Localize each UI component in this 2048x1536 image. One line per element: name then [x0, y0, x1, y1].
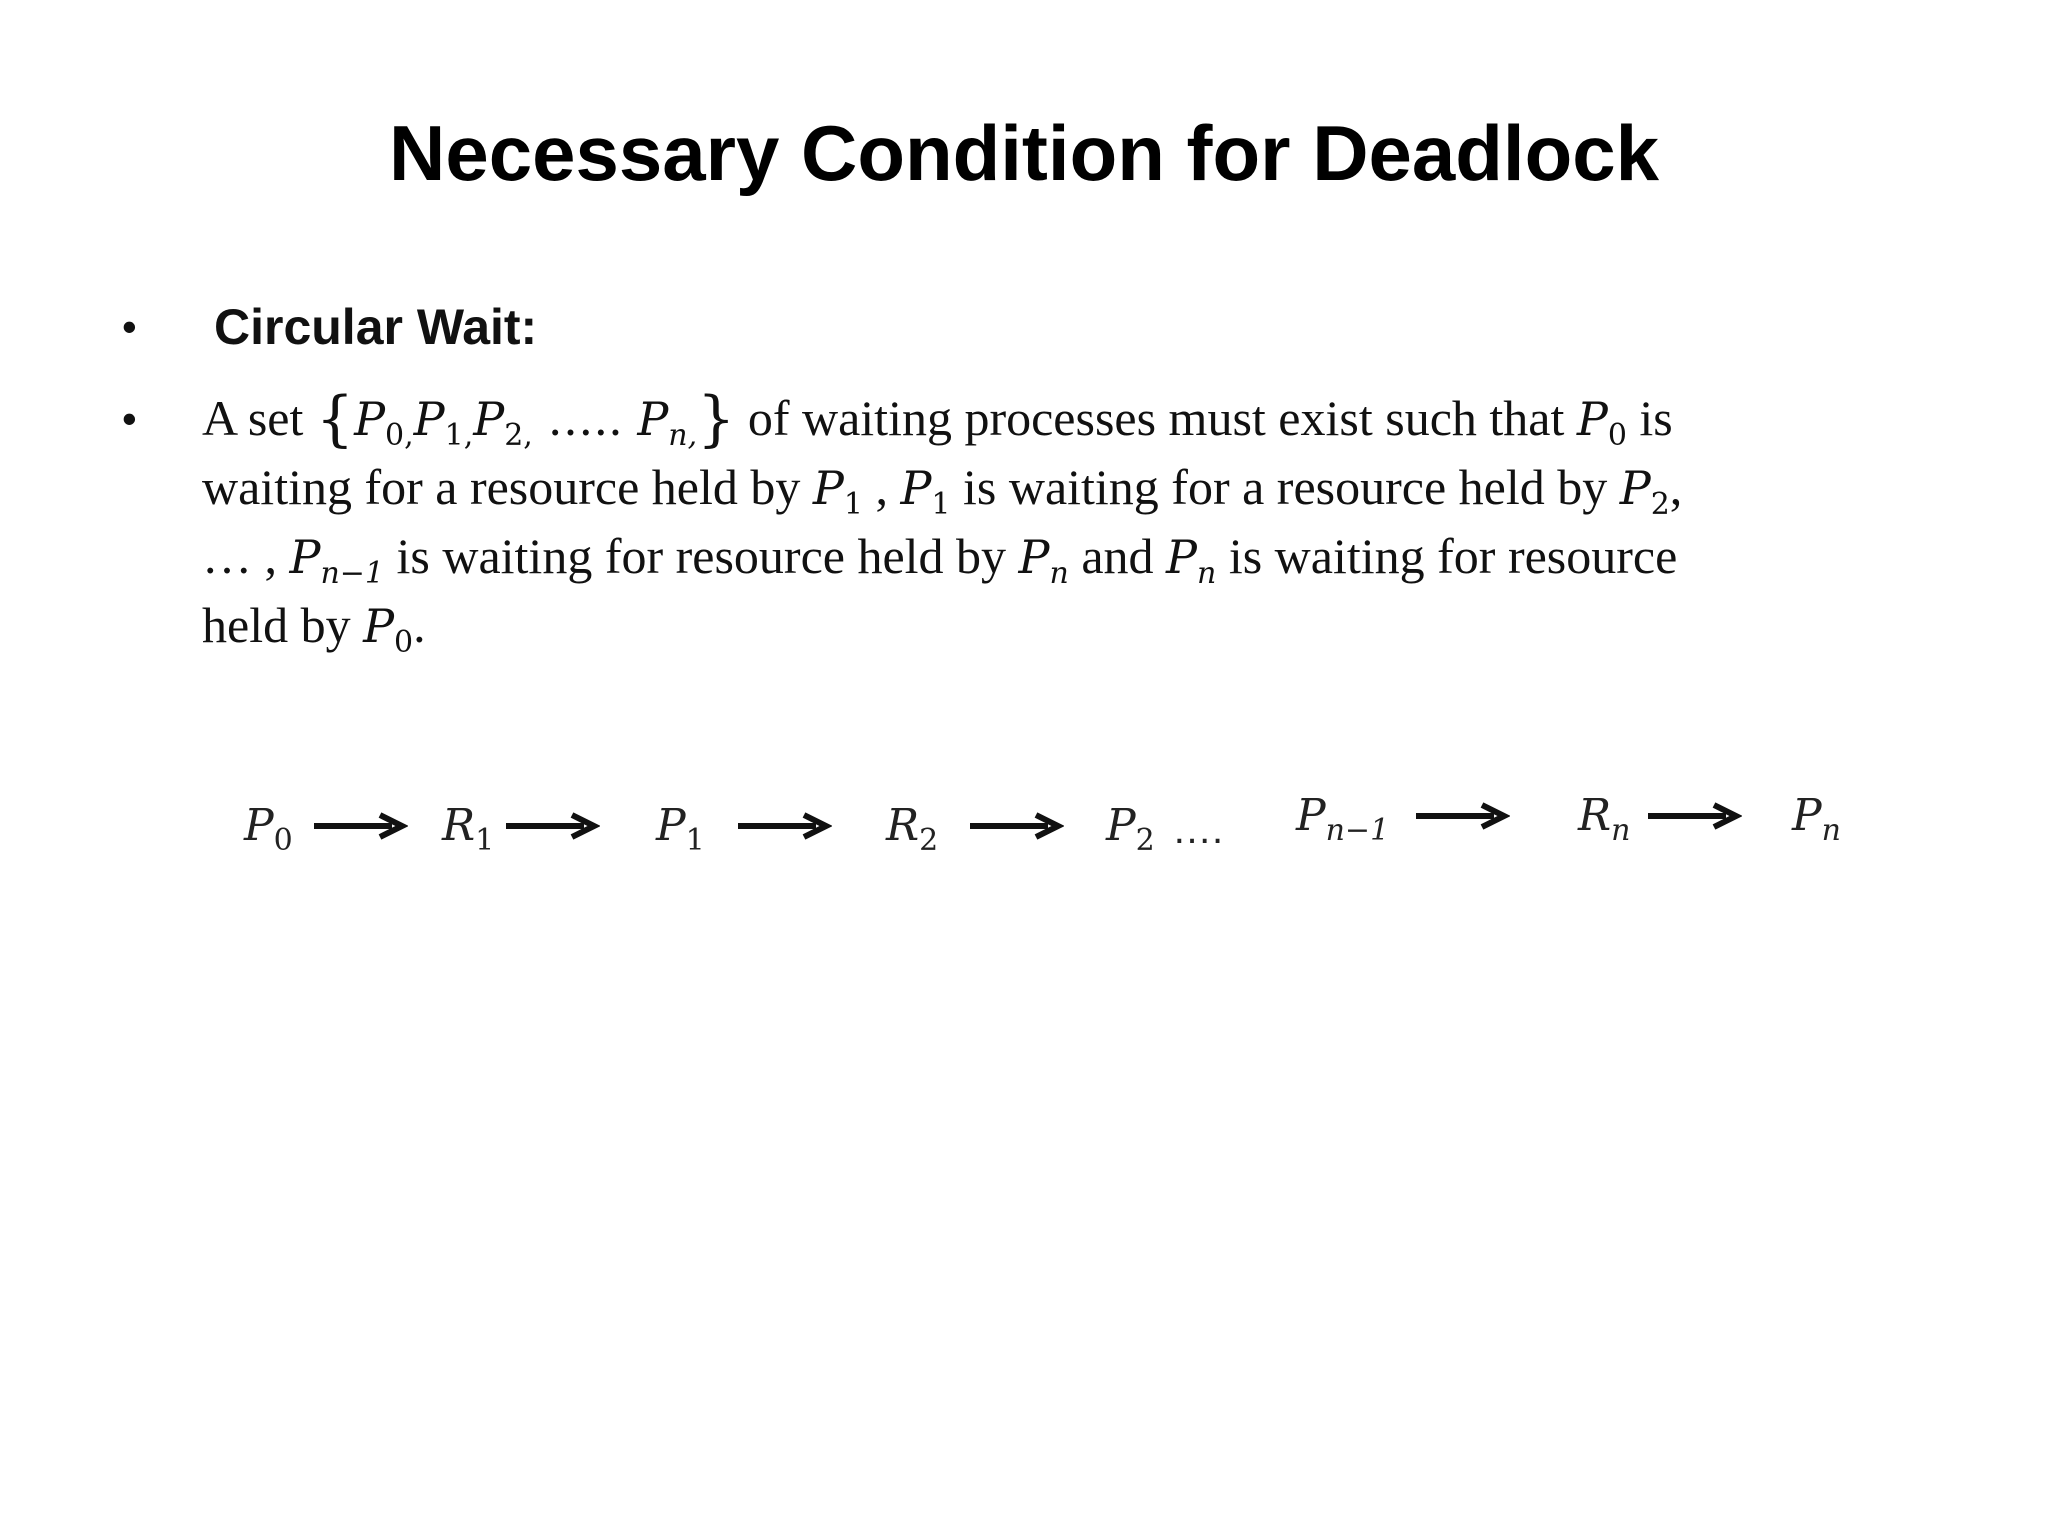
var: P — [363, 599, 395, 653]
slide-title: Necessary Condition for Deadlock — [388, 109, 1659, 197]
text: , — [862, 459, 901, 515]
subscript-italic: n — [1049, 556, 1069, 591]
subscript-italic: n−1 — [1325, 813, 1390, 848]
paragraph-line-1 — [202, 384, 1922, 453]
subscript — [668, 418, 697, 453]
subscript — [1197, 556, 1216, 591]
math-p0 — [1576, 392, 1627, 453]
subscript-italic: n−1 — [320, 556, 384, 591]
subscript: 1, — [444, 418, 474, 453]
text: , — [1669, 459, 1683, 515]
set-open-brace: { — [315, 384, 355, 454]
right-arrow-icon — [1646, 802, 1742, 830]
var: P — [812, 461, 844, 515]
right-arrow-icon — [504, 812, 600, 840]
subscript: 2 — [919, 823, 939, 858]
subscript: 0 — [394, 625, 414, 660]
subscript-italic: n — [1196, 556, 1217, 591]
text: is waiting for resource — [1216, 528, 1678, 584]
subscript: 2, — [504, 418, 533, 453]
subscript-italic: n, — [668, 418, 698, 453]
var: P — [473, 392, 505, 446]
subscript-italic: n — [1821, 813, 1841, 848]
var: P — [1619, 461, 1651, 515]
chain-node-p1 — [656, 790, 705, 862]
chain-ellipsis: …. — [1172, 808, 1224, 852]
chain-node-p2 — [1106, 790, 1155, 862]
math-p1 — [812, 461, 863, 522]
subscript: 1 — [931, 487, 951, 522]
subscript — [1611, 813, 1630, 848]
math-pn — [1166, 530, 1217, 591]
var: R — [886, 800, 920, 851]
right-arrow-icon — [312, 812, 408, 840]
var: P — [1792, 790, 1822, 841]
text: is waiting for a resource held by — [950, 459, 1620, 515]
var: P — [244, 800, 274, 851]
text: and — [1068, 528, 1167, 584]
text: … , — [202, 528, 290, 584]
subscript: 1 — [475, 823, 495, 858]
subscript: 2 — [1650, 487, 1670, 522]
text: waiting for a resource held by — [202, 459, 813, 515]
subscript: 0 — [1607, 418, 1627, 453]
math-pn — [1018, 530, 1069, 591]
text: held by — [202, 597, 364, 653]
var: P — [354, 392, 386, 446]
bullet-circular-wait — [122, 292, 537, 362]
bullet-definition — [122, 384, 1922, 660]
text: of waiting processes must exist such that — [735, 390, 1577, 446]
var: P — [656, 800, 686, 851]
subscript: 0, — [385, 418, 414, 453]
subscript — [320, 556, 384, 591]
math-p1 — [900, 461, 951, 522]
math-pn-minus-1 — [289, 530, 385, 591]
subscript: 1 — [685, 823, 705, 858]
text: is waiting for resource held by — [384, 528, 1019, 584]
var: P — [289, 530, 321, 584]
var: R — [1578, 790, 1612, 841]
subscript — [1326, 813, 1390, 848]
chain-node-pn — [1792, 780, 1841, 852]
set-dots: ….. — [532, 392, 638, 446]
wait-chain-diagram — [0, 790, 2048, 870]
right-arrow-icon — [1414, 802, 1510, 830]
var: P — [1018, 530, 1050, 584]
subscript: 0 — [273, 823, 293, 858]
process-set — [315, 384, 736, 454]
chain-node-pn-minus-1 — [1296, 780, 1389, 852]
var: R — [442, 800, 476, 851]
subscript — [1822, 813, 1841, 848]
set-close-brace: } — [697, 384, 736, 454]
bullet-dot: • — [122, 303, 137, 350]
chain-node-rn — [1578, 780, 1630, 852]
subscript: 2 — [1135, 823, 1155, 858]
paragraph-line-2 — [202, 453, 1922, 522]
bullet-heading: Circular Wait: — [214, 299, 538, 355]
subscript: 1 — [843, 487, 863, 522]
var: P — [1576, 392, 1608, 446]
chain-node-r2 — [886, 790, 938, 862]
text: is — [1626, 390, 1673, 446]
var: P — [900, 461, 932, 515]
subscript-italic: n — [1611, 813, 1631, 848]
var: P — [1166, 530, 1197, 584]
definition-paragraph — [202, 384, 1922, 660]
text: . — [413, 597, 426, 653]
chain-node-p0 — [244, 790, 293, 862]
var: P — [413, 392, 445, 446]
math-p2 — [1619, 461, 1670, 522]
var: P — [1106, 800, 1136, 851]
paragraph-line-3 — [202, 522, 1922, 591]
bullet-dot: • — [122, 395, 137, 442]
var: P — [1296, 790, 1326, 841]
text: A set — [202, 390, 316, 446]
chain-node-r1 — [442, 790, 494, 862]
paragraph-line-4 — [202, 591, 1922, 660]
right-arrow-icon — [736, 812, 832, 840]
subscript — [1050, 556, 1069, 591]
var: P — [637, 392, 669, 446]
right-arrow-icon — [968, 812, 1064, 840]
math-p0 — [363, 599, 414, 660]
